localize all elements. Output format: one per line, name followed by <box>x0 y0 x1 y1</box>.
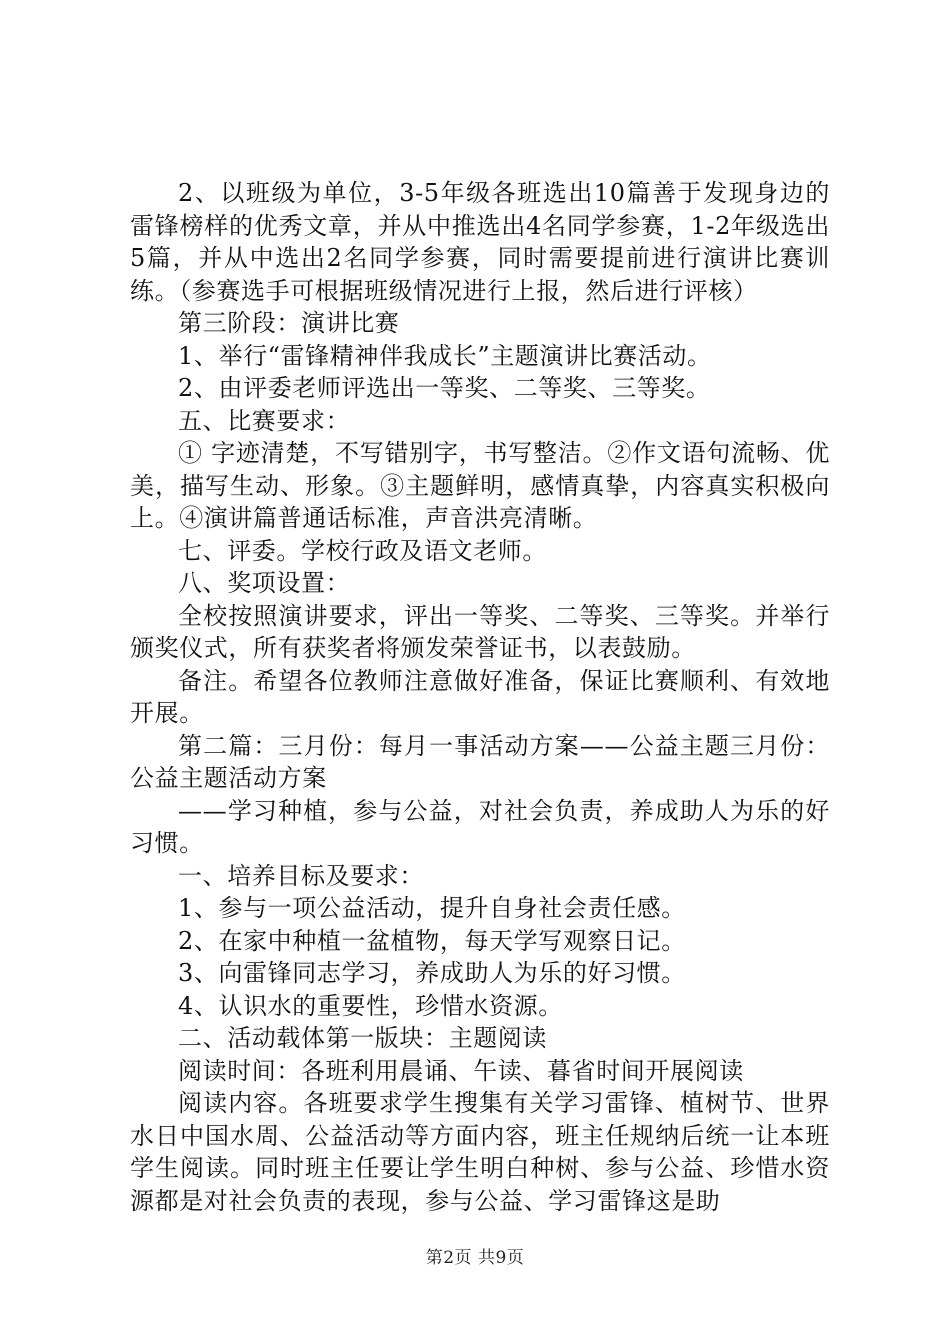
section-heading: 第三阶段：演讲比赛 <box>178 309 400 337</box>
paragraph: 全校按照演讲要求，评出一等奖、二等奖、三等奖。并举行颁奖仪式，所有获奖者将颁发荣誉证书，以表鼓励。 <box>130 601 830 662</box>
document-title: 第二篇：三月份：每月一事活动方案——公益主题三月份：公益主题活动方案 <box>130 731 830 792</box>
section-heading: 一、培养目标及要求： <box>178 861 424 890</box>
paragraph: 2、由评委老师评选出一等奖、二等奖、三等奖。 <box>178 374 711 402</box>
paragraph: 备注。希望各位教师注意做好准备，保证比赛顺利、有效地开展。 <box>130 666 830 727</box>
paragraph: 阅读内容。各班要求学生搜集有关学习雷锋、植树节、世界水日中国水周、公益活动等方面内容，班主任规纳后统一让本班学生阅读。同时班主任要让学生明白种树、参与公益、珍惜水资源都是对社会负责的表现，参与公益、学习雷锋这是助 <box>130 1089 830 1215</box>
subtitle: ——学习种植，参与公益，对社会负责，养成助人为乐的好习惯。 <box>130 796 830 857</box>
document-body <box>130 177 830 1217</box>
paragraph: 1、举行“雷锋精神伴我成长”主题演讲比赛活动。 <box>178 341 712 370</box>
paragraph: 阅读时间：各班利用晨诵、午读、暮省时间开展阅读 <box>178 1056 744 1085</box>
section-heading: 二、活动载体第一版块：主题阅读 <box>178 1024 547 1052</box>
list-item: 4、认识水的重要性，珍惜水资源。 <box>178 991 563 1020</box>
page-number-footer: 第2页 共9页 <box>425 1248 525 1268</box>
paragraph: 七、评委。学校行政及语文老师。 <box>178 536 547 565</box>
paragraph: ① 字迹清楚，不写错别字，书写整洁。②作文语句流畅、优美，描写生动、形象。③主题鲜明，感情真挚，内容真实积极向上。④演讲篇普通话标准，声音洪亮清晰。 <box>130 439 830 532</box>
section-heading: 八、奖项设置： <box>178 569 351 597</box>
list-item: 1、参与一项公益活动，提升自身社会责任感。 <box>178 894 686 922</box>
paragraph: 2、以班级为单位，3-5年级各班选出10篇善于发现身边的雷锋榜样的优秀文章，并从中推选出4名同学参赛，1-2年级选出5篇，并从中选出2名同学参赛，同时需要提前进行演讲比赛训练。（参赛选手可根据班级情况进行上报，然后进行评核） <box>130 179 830 305</box>
list-item: 2、在家中种植一盆植物，每天学写观察日记。 <box>178 926 686 955</box>
list-item: 3、向雷锋同志学习，养成助人为乐的好习惯。 <box>178 959 686 987</box>
section-heading: 五、比赛要求： <box>178 406 351 435</box>
